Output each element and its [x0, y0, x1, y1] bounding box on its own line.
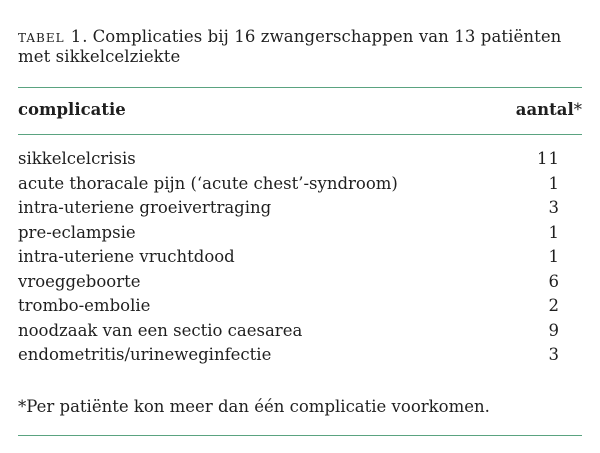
table-header-row: [18, 100, 582, 122]
table-row: [18, 272, 582, 297]
table-row: [18, 296, 582, 321]
row-value: 1: [548, 247, 560, 266]
table-caption-text: Complicaties bij 16 zwangerschappen van 13 patiënten met sikkelcelziekte: [18, 27, 562, 66]
table-row: [18, 321, 582, 346]
row-value: 2: [548, 296, 560, 315]
row-label: sikkelcelcrisis: [18, 149, 136, 168]
header-aantal-label: aantal: [515, 100, 574, 119]
table-row: [18, 149, 582, 174]
header-complicatie: complicatie: [18, 100, 126, 119]
header-rule: [18, 134, 582, 135]
table-row: [18, 247, 582, 272]
header-footnote-mark: *: [573, 100, 582, 119]
row-label: pre-eclampsie: [18, 222, 136, 242]
row-value: 3: [548, 345, 560, 364]
row-label: trombo-embolie: [18, 296, 151, 315]
table-row: [18, 174, 582, 199]
row-value: 6: [548, 271, 560, 291]
row-value: 3: [548, 198, 560, 217]
bottom-rule: [18, 435, 582, 436]
top-rule: [18, 87, 582, 88]
table-row: [18, 198, 582, 223]
table-row: [18, 345, 582, 370]
row-label: vroeggeboorte: [18, 271, 141, 291]
table-row: [18, 223, 582, 248]
header-aantal: [516, 100, 582, 119]
row-value: 1: [548, 173, 560, 193]
row-label: intra-uteriene groeivertraging: [18, 198, 272, 217]
row-value: 1: [548, 222, 560, 242]
table-footnote: *Per patiënte kon meer dan één complicatie voorkomen.: [18, 397, 490, 416]
row-value: 11: [537, 149, 560, 168]
row-label: endometritis/urineweginfectie: [18, 345, 272, 364]
table-number-label: tabel 1.: [18, 27, 89, 46]
table-body: [18, 149, 582, 370]
row-value: 9: [548, 320, 560, 340]
row-label: intra-uteriene vruchtdood: [18, 247, 235, 266]
row-label: acute thoracale pijn (‘acute chest’-syndroom): [18, 173, 398, 193]
table-caption: [18, 27, 584, 67]
row-label: noodzaak van een sectio caesarea: [18, 320, 303, 340]
